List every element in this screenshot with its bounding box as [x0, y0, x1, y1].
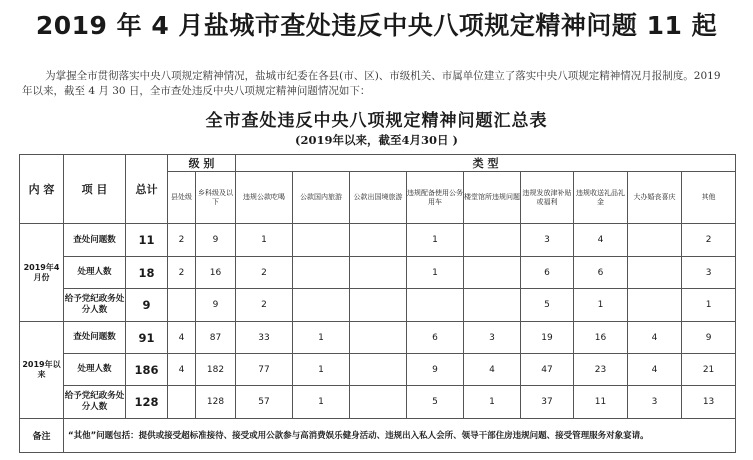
cell-dining: 1 [236, 224, 293, 257]
cell-weddings-funerals [628, 257, 682, 289]
cell-buildings [464, 257, 521, 289]
header-type-gifts: 违规收送礼品礼金 [574, 172, 628, 224]
row-total: 18 [126, 257, 168, 289]
header-type-other: 其他 [682, 172, 736, 224]
header-type-dining: 违规公款吃喝 [236, 172, 293, 224]
row-township: 9 [196, 289, 236, 322]
cell-official-vehicle: 9 [407, 354, 464, 386]
row-county: 2 [168, 257, 196, 289]
cell-official-vehicle: 5 [407, 386, 464, 419]
row-item: 查处问题数 [64, 224, 126, 257]
row-item: 处理人数 [64, 257, 126, 289]
row-total: 128 [126, 386, 168, 419]
cell-allowances: 3 [521, 224, 574, 257]
cell-overseas-travel [350, 354, 407, 386]
header-type-overseas-travel: 公款出国境旅游 [350, 172, 407, 224]
cell-gifts: 16 [574, 322, 628, 354]
cell-weddings-funerals [628, 289, 682, 322]
cell-allowances: 5 [521, 289, 574, 322]
header-type-weddings-funerals: 大办婚丧喜庆 [628, 172, 682, 224]
cell-buildings [464, 224, 521, 257]
cell-weddings-funerals [628, 224, 682, 257]
cell-domestic-travel: 1 [293, 322, 350, 354]
header-type-buildings: 楼堂馆所违规问题 [464, 172, 521, 224]
row-county [168, 386, 196, 419]
row-total: 186 [126, 354, 168, 386]
cell-dining: 77 [236, 354, 293, 386]
cell-buildings: 4 [464, 354, 521, 386]
table-row [20, 289, 736, 322]
cell-weddings-funerals: 4 [628, 354, 682, 386]
cell-other: 3 [682, 257, 736, 289]
row-item: 查处问题数 [64, 322, 126, 354]
note-text: “其他”问题包括：提供或接受超标准接待、接受或用公款参与高消费娱乐健身活动、违规出入私人会所、领导干部住房违规问题、接受管理服务对象宴请。 [64, 419, 736, 453]
cell-overseas-travel [350, 224, 407, 257]
cell-other: 9 [682, 322, 736, 354]
cell-buildings: 3 [464, 322, 521, 354]
cell-overseas-travel [350, 322, 407, 354]
cell-other: 1 [682, 289, 736, 322]
cell-overseas-travel [350, 386, 407, 419]
cell-official-vehicle: 1 [407, 257, 464, 289]
table-row [20, 224, 736, 257]
table-title: 全市查处违反中央八项规定精神问题汇总表 [205, 111, 548, 131]
cell-domestic-travel: 1 [293, 386, 350, 419]
row-township: 87 [196, 322, 236, 354]
row-township: 128 [196, 386, 236, 419]
row-item: 处理人数 [64, 354, 126, 386]
cell-overseas-travel [350, 289, 407, 322]
header-type: 类 型 [236, 155, 736, 172]
cell-buildings [464, 289, 521, 322]
row-item: 给予党纪政务处分人数 [64, 289, 126, 322]
row-county [168, 289, 196, 322]
cell-dining: 2 [236, 257, 293, 289]
cell-other: 13 [682, 386, 736, 419]
header-item: 项 目 [64, 155, 126, 224]
header-total: 总计 [126, 155, 168, 224]
header-level-county: 县处级 [168, 172, 196, 224]
cell-weddings-funerals: 3 [628, 386, 682, 419]
cell-allowances: 19 [521, 322, 574, 354]
note-label: 备注 [20, 419, 64, 453]
row-township: 16 [196, 257, 236, 289]
row-total: 9 [126, 289, 168, 322]
cell-dining: 33 [236, 322, 293, 354]
cell-allowances: 6 [521, 257, 574, 289]
cell-buildings: 1 [464, 386, 521, 419]
header-level: 级 别 [168, 155, 236, 172]
intro-paragraph: 为掌握全市贯彻落实中央八项规定精神情况，盐城市纪委在各县(市、区)、市级机关、市属单位建立了落实中央八项规定精神情况月报制度。2019 年以来，截至 4 月 30 日，全市查处违反中央八项规定精神问题情况如下： [22, 70, 721, 97]
row-county: 4 [168, 322, 196, 354]
row-county: 2 [168, 224, 196, 257]
table-row [20, 354, 736, 386]
header-type-official-vehicle: 违规配备使用公务用车 [407, 172, 464, 224]
row-county: 4 [168, 354, 196, 386]
table-row [20, 322, 736, 354]
cell-official-vehicle: 6 [407, 322, 464, 354]
cell-dining: 2 [236, 289, 293, 322]
cell-official-vehicle [407, 289, 464, 322]
cell-gifts: 1 [574, 289, 628, 322]
cell-domestic-travel: 1 [293, 354, 350, 386]
header-level-township: 乡科级及以下 [196, 172, 236, 224]
cell-other: 21 [682, 354, 736, 386]
cell-domestic-travel [293, 224, 350, 257]
page-headline: 2019 年 4 月盐城市查处违反中央八项规定精神问题 11 起 [35, 11, 718, 40]
cell-allowances: 47 [521, 354, 574, 386]
cell-allowances: 37 [521, 386, 574, 419]
note-row [20, 419, 736, 453]
row-township: 182 [196, 354, 236, 386]
cell-gifts: 23 [574, 354, 628, 386]
cell-gifts: 4 [574, 224, 628, 257]
group-label-april: 2019年4月份 [20, 224, 64, 322]
row-item: 给予党纪政务处分人数 [64, 386, 126, 419]
cell-overseas-travel [350, 257, 407, 289]
table-row [20, 386, 736, 419]
cell-official-vehicle: 1 [407, 224, 464, 257]
row-total: 11 [126, 224, 168, 257]
summary-table [19, 154, 736, 453]
cell-domestic-travel [293, 257, 350, 289]
cell-gifts: 11 [574, 386, 628, 419]
cell-domestic-travel [293, 289, 350, 322]
cell-weddings-funerals: 4 [628, 322, 682, 354]
header-type-domestic-travel: 公款国内旅游 [293, 172, 350, 224]
row-township: 9 [196, 224, 236, 257]
table-row [20, 257, 736, 289]
table-subtitle: (2019年以来，截至4月30日 ) [295, 133, 458, 147]
header-type-allowances: 违规发放津补贴或福利 [521, 172, 574, 224]
row-total: 91 [126, 322, 168, 354]
group-label-ytd: 2019年以来 [20, 322, 64, 419]
cell-other: 2 [682, 224, 736, 257]
cell-dining: 57 [236, 386, 293, 419]
cell-gifts: 6 [574, 257, 628, 289]
header-content: 内 容 [20, 155, 64, 224]
